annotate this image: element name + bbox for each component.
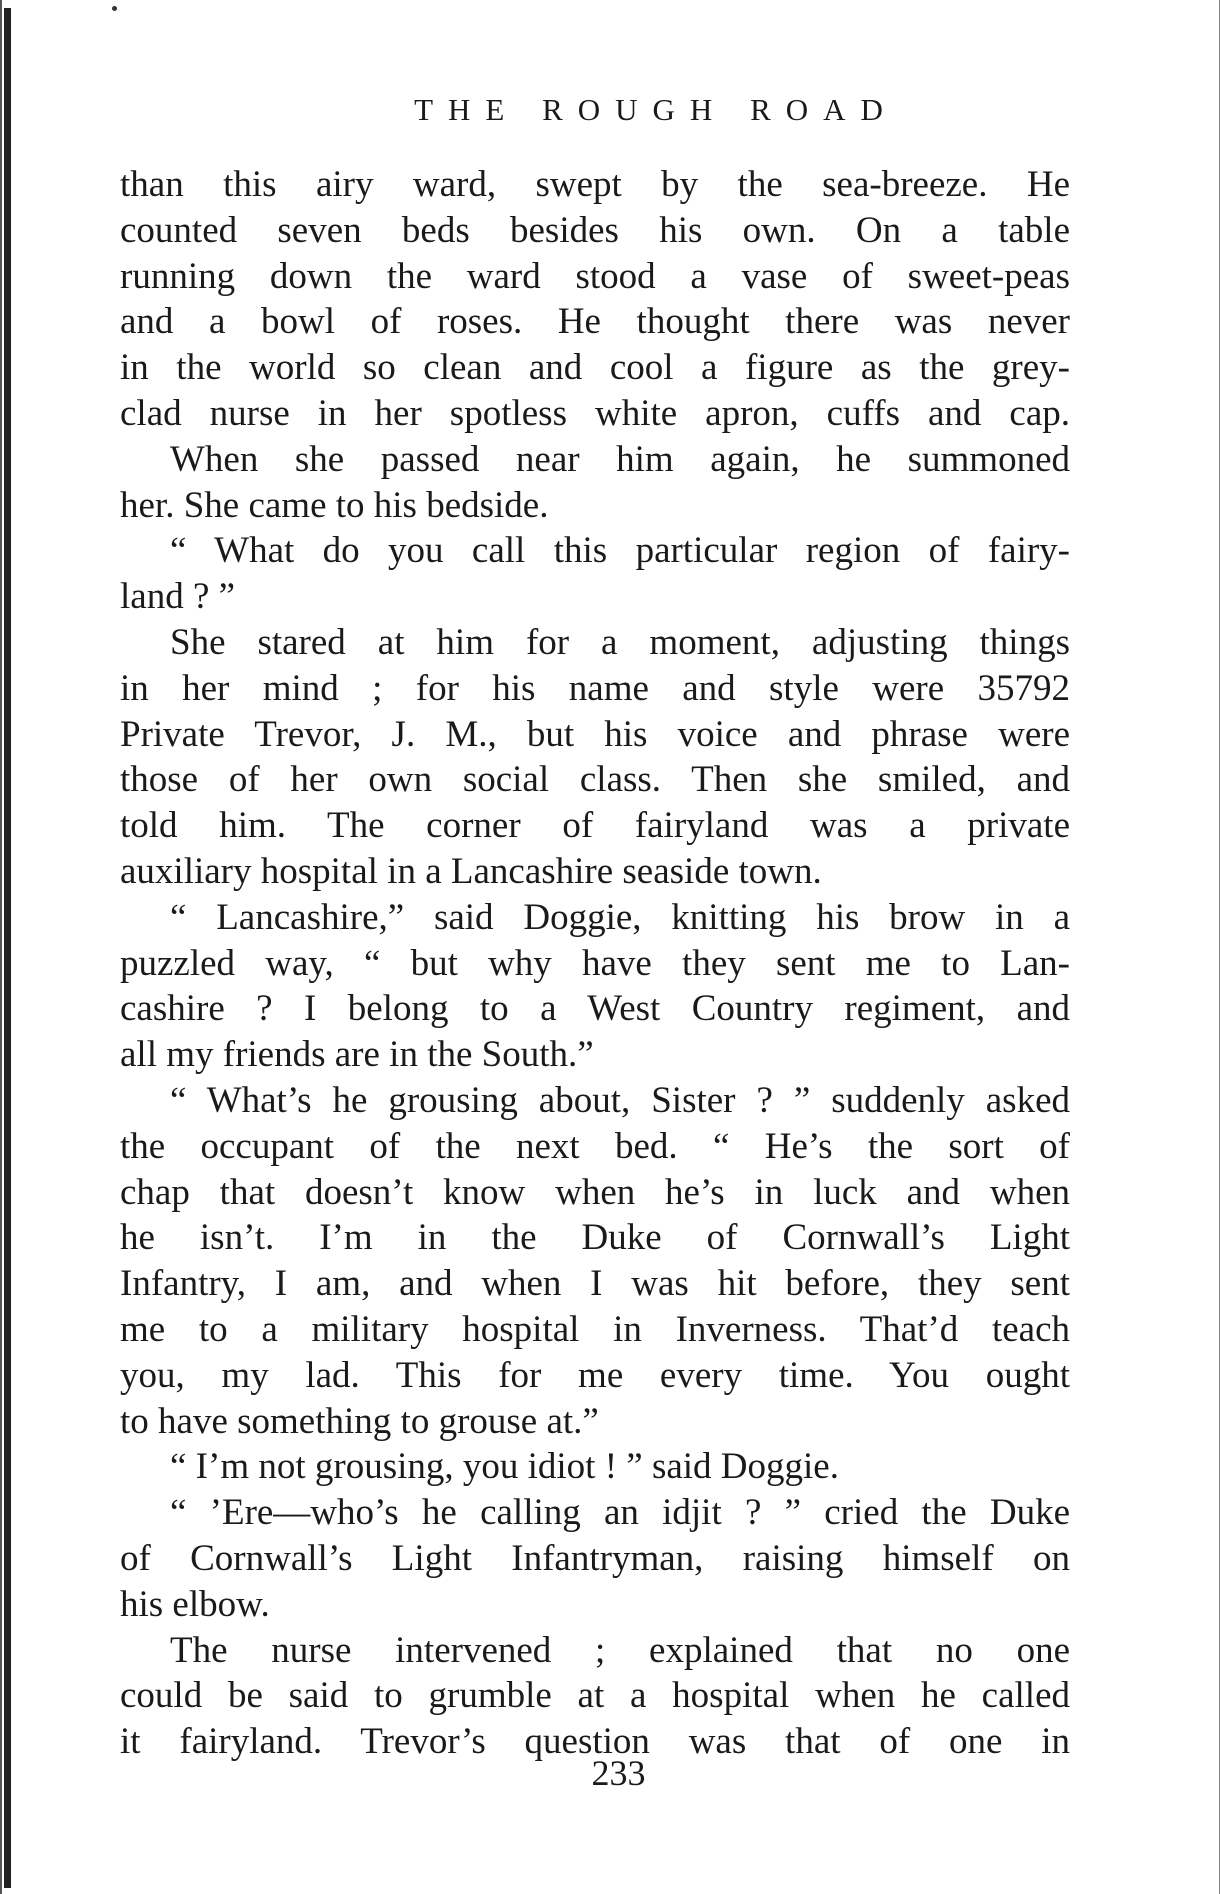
text-line: “ What do you call this particular region of fairy- <box>170 530 1070 572</box>
text-line: chap that doesn’t know when he’s in luck and when <box>120 1171 1070 1213</box>
text-line: Infantry, I am, and when I was hit before, they sent <box>120 1263 1070 1305</box>
text-line: cashire ? I belong to a West Country regiment, and <box>120 988 1070 1030</box>
ink-speck <box>112 6 117 11</box>
text-line: could be said to grumble at a hospital when he called <box>120 1675 1070 1717</box>
text-line: puzzled way, “ but why have they sent me to Lan- <box>120 942 1070 984</box>
binding-shadow <box>4 8 11 1888</box>
text-line: all my friends are in the South.” <box>120 1034 594 1076</box>
text-line: When she passed near him again, he summoned <box>170 438 1070 480</box>
text-line: in her mind ; for his name and style were 35792 <box>120 667 1070 709</box>
running-head: THE ROUGH ROAD <box>414 92 898 127</box>
text-line: the occupant of the next bed. “ He’s the sort of <box>120 1125 1070 1167</box>
text-line: you, my lad. This for me every time. You ought <box>120 1354 1070 1396</box>
text-line: he isn’t. I’m in the Duke of Cornwall’s Light <box>120 1217 1070 1259</box>
body-text <box>120 162 1070 1765</box>
text-line: than this airy ward, swept by the sea-breeze. He <box>120 164 1070 205</box>
text-line: to have something to grouse at.” <box>120 1400 599 1442</box>
text-line: land ? ” <box>120 576 236 618</box>
page-number: 233 <box>591 1753 646 1793</box>
text-line: of Cornwall’s Light Infantryman, raising himself on <box>120 1537 1070 1579</box>
text-line: “ What’s he grousing about, Sister ? ” suddenly asked <box>170 1079 1070 1121</box>
text-line: those of her own social class. Then she smiled, and <box>120 759 1070 801</box>
text-line: “ I’m not grousing, you idiot ! ” said Doggie. <box>170 1446 839 1488</box>
text-line: “ ’Ere—who’s he calling an idjit ? ” cried the Duke <box>170 1492 1070 1534</box>
text-line: his elbow. <box>120 1583 270 1625</box>
text-line: it fairyland. Trevor’s question was that of one in <box>120 1721 1070 1763</box>
text-line: The nurse intervened ; explained that no one <box>170 1629 1070 1671</box>
text-line: Private Trevor, J. M., but his voice and phrase were <box>120 713 1070 755</box>
text-line: running down the ward stood a vase of sweet-peas <box>120 255 1070 297</box>
text-line: her. She came to his bedside. <box>120 484 549 526</box>
text-line: auxiliary hospital in a Lancashire seaside town. <box>120 850 822 892</box>
text-line: “ Lancashire,” said Doggie, knitting his brow in a <box>170 896 1070 938</box>
page-right-edge <box>1219 0 1220 1894</box>
text-line: She stared at him for a moment, adjusting things <box>170 621 1070 663</box>
text-line: told him. The corner of fairyland was a private <box>120 805 1070 847</box>
text-line: and a bowl of roses. He thought there was never <box>120 301 1070 343</box>
text-line: in the world so clean and cool a figure as the grey- <box>120 347 1070 389</box>
text-line: clad nurse in her spotless white apron, cuffs and cap. <box>120 392 1070 434</box>
page-gutter-edge <box>0 0 2 1894</box>
text-line: me to a military hospital in Inverness. That’d teach <box>120 1308 1070 1350</box>
text-line: counted seven beds besides his own. On a table <box>120 209 1070 251</box>
